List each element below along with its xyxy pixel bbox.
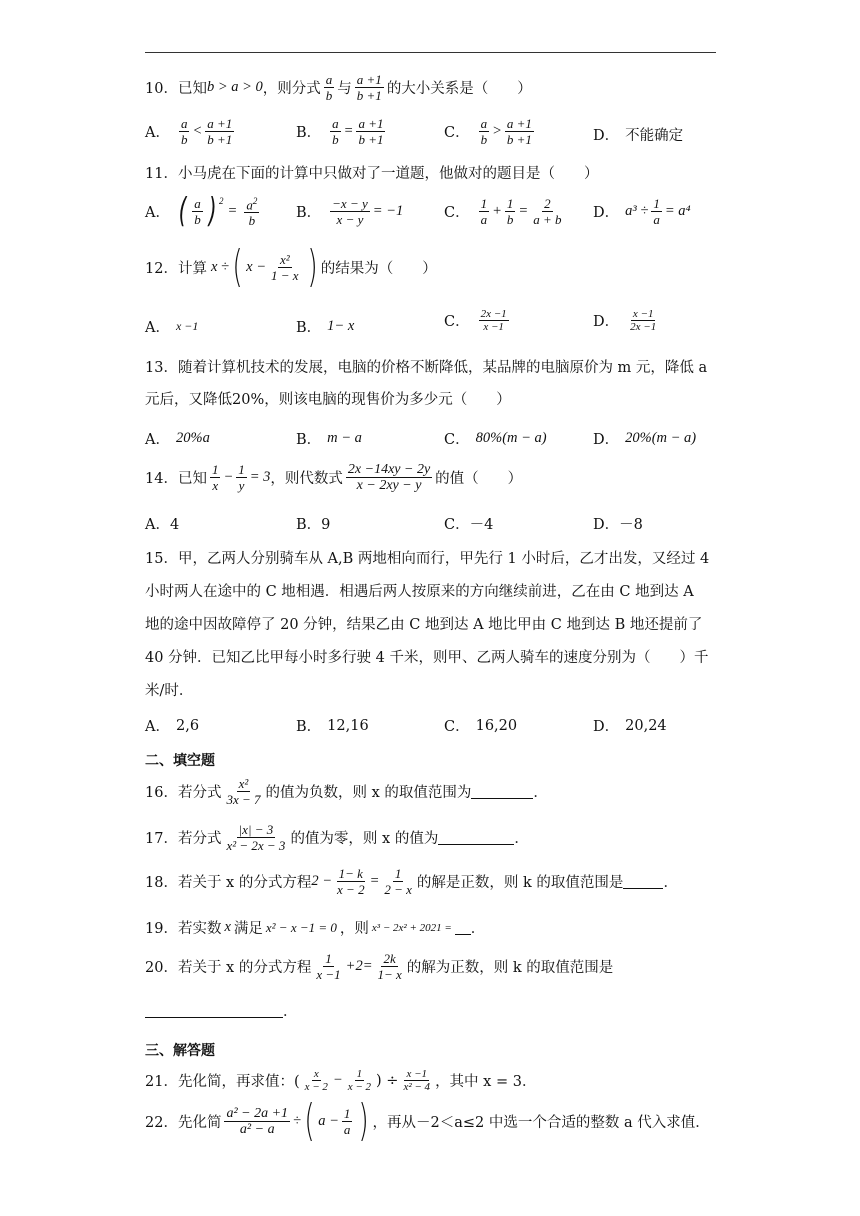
question-21 — [145, 1068, 536, 1093]
q10-condition: b > a > 0 — [206, 79, 263, 95]
question-14 — [145, 462, 522, 493]
den: b — [194, 211, 201, 227]
text: 40 分钟．已知乙比甲每小时多行驶 4 千米，则甲、乙两人骑车的速度分别为（ ）千 — [145, 650, 709, 666]
den: x − 2 — [337, 882, 365, 897]
option-value: 16,20 — [475, 717, 518, 734]
den: x² − 2x − 3 — [226, 838, 286, 853]
option-text: 不能确定 — [625, 128, 684, 144]
option-label: A． — [145, 204, 170, 221]
question-15-line-1 — [145, 547, 709, 568]
op: +2= — [345, 958, 373, 974]
q13-option-b[interactable] — [296, 428, 362, 449]
den: 2 − x — [384, 882, 412, 897]
q12-inner: x − — [246, 258, 267, 275]
q15-option-d[interactable] — [593, 715, 667, 736]
question-19 — [145, 917, 485, 938]
stem: 16．若分式 — [145, 785, 222, 801]
q10-stem: 10．已知 — [145, 81, 207, 97]
frac — [346, 462, 432, 493]
option-label: A． — [145, 719, 170, 735]
num: x −1 — [632, 308, 654, 320]
den: a — [343, 1121, 351, 1137]
q14-option-c[interactable] — [444, 513, 493, 534]
option-text: D．－8 — [593, 517, 643, 533]
den: x − 2xy − y — [356, 478, 422, 493]
text: 15．甲，乙两人分别骑车从 A,B 两地相向而行，甲先行 1 小时后，乙才出发，又经过 4 — [145, 551, 710, 567]
den: 1− x — [377, 967, 402, 982]
stem-b: 满足 — [233, 921, 263, 937]
q11-a-expr: ( $\frac{a}{b}$ ) $^2$ = $\frac{a^2}{b}$ — [178, 191, 258, 232]
text: 小时两人在途中的 C 地相遇．相遇后两人按原来的方向继续前进，乙在由 C 地到达 A — [145, 584, 694, 600]
q12-option-c[interactable] — [444, 308, 512, 333]
den: b — [480, 132, 488, 147]
stem: 20．若关于 x 的分式方程 — [145, 960, 312, 976]
num: a — [194, 195, 201, 211]
den: x −1 — [316, 967, 341, 982]
q11-option-c[interactable] — [444, 196, 566, 227]
question-10 — [145, 72, 532, 103]
num: 2k — [383, 951, 396, 966]
den: a² − a — [239, 1121, 275, 1137]
num: 1 — [343, 1105, 351, 1121]
den: b — [248, 213, 256, 229]
text: 米/时． — [145, 683, 194, 699]
op: > — [492, 123, 502, 139]
num: 1− k — [338, 866, 363, 881]
den: b +1 — [356, 88, 382, 103]
frac — [179, 116, 190, 147]
op: = 3 — [249, 469, 271, 485]
op: 2 − — [311, 873, 333, 889]
expr: a³ ÷ — [625, 203, 649, 219]
q14-stem: 14．已知 — [145, 471, 207, 487]
answer-blank[interactable] — [623, 874, 663, 889]
den: x −1 — [483, 321, 504, 333]
rhs: = a⁴ — [664, 203, 691, 219]
q12-stem-b: 的结果为（ ） — [320, 260, 437, 277]
option-value: 20,24 — [625, 717, 667, 734]
question-20-blank-line — [145, 1000, 298, 1021]
question-13-line-2 — [145, 388, 511, 409]
eq2: x³ − 2x² + 2021 = — [371, 921, 452, 934]
den: a + b — [533, 212, 562, 227]
frac — [314, 951, 342, 982]
num: 1 — [325, 951, 332, 966]
num: a — [325, 72, 333, 87]
num: 1 — [356, 1068, 363, 1080]
q11-stem: 11．小马虎在下面的计算中只做对了一道题，他做对的题目是（ ） — [145, 166, 599, 182]
q13-option-d[interactable] — [593, 428, 696, 449]
num: a +1 — [358, 116, 384, 131]
q10-option-a[interactable] — [145, 116, 237, 147]
question-15-line-4 — [145, 646, 709, 667]
stem-b: 的解为正数，则 k 的取值范围是 — [406, 960, 614, 976]
op: − — [332, 1072, 343, 1088]
question-11 — [145, 162, 598, 183]
option-label: B． — [296, 719, 322, 735]
num: |x| − 3 — [238, 822, 274, 837]
den: b — [332, 132, 339, 147]
den: x − 2 — [304, 1081, 328, 1093]
option-label: A． — [145, 125, 170, 141]
question-15-line-2 — [145, 580, 694, 601]
num: x² — [279, 251, 290, 267]
num: a — [180, 116, 188, 131]
stem-b: 的值为负数，则 x 的取值范围为 — [265, 785, 472, 801]
question-15-line-5 — [145, 679, 193, 700]
q12-x: x ÷ — [210, 258, 229, 275]
option-value: 12,16 — [327, 717, 369, 734]
stem: 22．先化简 — [145, 1114, 222, 1131]
frac — [342, 1106, 353, 1137]
frac — [382, 866, 414, 897]
den: b +1 — [358, 132, 384, 147]
frac — [531, 196, 563, 227]
num: −x − y — [332, 196, 368, 211]
option-label: D． — [593, 719, 620, 735]
den: 2x −1 — [630, 321, 657, 333]
frac — [224, 1106, 290, 1137]
text: 13．随着计算机技术的发展，电脑的价格不断降低，某品牌的电脑原价为 m 元，降低 a — [145, 360, 708, 376]
num: 1 — [211, 462, 219, 477]
q10-option-d[interactable] — [593, 124, 683, 145]
den: b — [506, 212, 514, 227]
question-13-line-1 — [145, 356, 707, 377]
q10-option-c[interactable] — [444, 116, 537, 147]
q13-option-c[interactable] — [444, 428, 547, 449]
option-text: A．4 — [145, 517, 180, 533]
frac — [479, 116, 490, 147]
den: b +1 — [207, 132, 233, 147]
den: x² − 4 — [403, 1081, 431, 1093]
option-value: 80%(m − a) — [475, 430, 547, 446]
den: b +1 — [506, 132, 532, 147]
option-label: A． — [145, 432, 170, 448]
num: a +1 — [506, 116, 532, 131]
den: b — [180, 132, 188, 147]
answer-blank[interactable] — [471, 784, 533, 799]
num: $a^2$ — [246, 196, 258, 213]
frac — [505, 116, 534, 147]
question-18 — [145, 866, 678, 897]
frac — [224, 822, 287, 853]
stem-c: ，其中 x = 3． — [435, 1074, 537, 1090]
stem-c: ． — [514, 831, 529, 847]
text: 元后，又降低20%，则该电脑的现售价为多少元（ ） — [145, 392, 511, 408]
stem-c: ． — [663, 875, 678, 891]
op: − — [223, 469, 234, 485]
stem-b: ，再从－2＜a≤2 中选一个合适的整数 a 代入求值． — [372, 1114, 710, 1131]
den: 1 − x — [271, 267, 299, 283]
question-22 — [145, 1095, 710, 1146]
question-16 — [145, 776, 548, 807]
stem-c: ，则 — [339, 921, 369, 937]
text: 地的途中因故障停了 20 分钟，结果乙由 C 地到达 A 地比甲由 C 地到达 B 地还提前了 — [145, 617, 703, 633]
stem-b: 的值为零，则 x 的值为 — [290, 831, 439, 847]
frac — [479, 308, 509, 333]
frac — [651, 196, 662, 227]
option-label: A． — [145, 320, 170, 336]
eq1: x² − x −1 = 0 — [265, 919, 337, 935]
stem-c: ． — [533, 785, 548, 801]
num: a +1 — [356, 72, 382, 87]
answer-blank[interactable] — [438, 830, 514, 845]
q10-mid: 与 — [337, 81, 352, 97]
frac — [210, 462, 221, 493]
q15-option-c[interactable] — [444, 715, 517, 736]
q10-stem-c: 的大小关系是（ ） — [386, 81, 532, 97]
q10-frac-a1-b1 — [355, 72, 384, 103]
paren: ( — [178, 191, 187, 232]
var: x — [224, 919, 231, 935]
num: a — [332, 116, 339, 131]
option-label: D． — [593, 432, 620, 448]
q13-option-a[interactable] — [145, 428, 210, 449]
question-12 — [145, 241, 437, 292]
frac — [224, 776, 262, 807]
frac — [192, 196, 203, 227]
frac — [479, 196, 490, 227]
frac — [375, 951, 403, 982]
option-label: C． — [444, 125, 470, 141]
question-15-line-3 — [145, 613, 702, 634]
den: x − 2 — [347, 1081, 372, 1093]
paren: ( — [304, 1095, 315, 1146]
num: x −1 — [406, 1068, 428, 1080]
q14-option-a[interactable] — [145, 513, 179, 534]
op: < — [192, 123, 203, 139]
num: 2 — [544, 196, 551, 211]
op: = — [518, 203, 529, 219]
top-rule — [145, 52, 716, 53]
frac — [330, 116, 341, 147]
option-label: C． — [444, 314, 470, 330]
op: = — [343, 123, 354, 139]
frac — [346, 1068, 373, 1093]
option-label: B． — [296, 432, 322, 448]
option-label: D． — [593, 205, 620, 221]
option-text: C．－4 — [444, 517, 494, 533]
q12-option-b[interactable] — [296, 316, 354, 337]
frac — [205, 116, 234, 147]
frac — [628, 308, 658, 333]
inner: a − — [318, 1112, 339, 1129]
q14-option-d[interactable] — [593, 513, 643, 534]
paren: ) — [306, 241, 318, 292]
num: 1 — [394, 866, 402, 881]
num: 1 — [238, 462, 245, 477]
option-label: B． — [296, 205, 322, 221]
option-label: C． — [444, 719, 470, 735]
option-label: B． — [296, 320, 322, 336]
q12-option-a[interactable] — [145, 316, 198, 337]
q14-option-b[interactable] — [296, 513, 330, 534]
q11-option-a[interactable] — [145, 191, 262, 232]
paren: ( — [232, 241, 243, 292]
q12-stem: 12．计算 — [145, 260, 207, 277]
answer-blank[interactable] — [145, 1003, 283, 1018]
den: a — [480, 212, 488, 227]
stem: 17．若分式 — [145, 831, 222, 847]
den: y — [238, 478, 245, 493]
q10-stem-b: ，则分式 — [262, 81, 321, 97]
num: a +1 — [207, 116, 233, 131]
option-value: m − a — [327, 430, 362, 446]
frac — [269, 252, 301, 283]
option-label: C． — [444, 205, 470, 221]
stem-c: ． — [283, 1004, 298, 1020]
stem: 19．若实数 — [145, 921, 222, 937]
option-value: 2,6 — [175, 717, 200, 734]
section-heading-solve: 三、解答题 — [145, 1043, 215, 1059]
answer-blank[interactable] — [455, 920, 471, 935]
op: ÷ — [293, 1112, 302, 1129]
num: 1 — [653, 196, 660, 211]
num: 2x −14xy − 2y — [347, 462, 431, 477]
paren: ) — [208, 191, 217, 232]
num: 1 — [506, 196, 514, 211]
section-heading-fill-in: 二、填空题 — [145, 753, 215, 769]
q14-stem-c: 的值（ ） — [435, 471, 523, 487]
stem: 21．先化简，再求值：( — [145, 1074, 300, 1090]
q10-frac-a-b — [324, 72, 335, 103]
question-20 — [145, 951, 613, 982]
rhs: = −1 — [372, 203, 404, 219]
option-label: D． — [593, 314, 620, 330]
frac — [303, 1068, 330, 1093]
option-value: 1− x — [327, 318, 355, 334]
option-value: 20%(m − a) — [625, 430, 697, 446]
frac — [401, 1068, 432, 1093]
op: + — [492, 203, 502, 219]
frac — [330, 196, 370, 227]
q15-option-b[interactable] — [296, 715, 369, 736]
frac — [335, 866, 367, 897]
stem-b: ) ÷ — [376, 1072, 399, 1089]
q14-stem-b: ，则代数式 — [270, 471, 343, 487]
den: 3x − 7 — [226, 792, 261, 807]
op: = — [369, 873, 380, 889]
option-value: x −1 — [175, 319, 199, 333]
q10-option-b[interactable] — [296, 116, 388, 147]
den: a — [653, 212, 660, 227]
frac — [236, 462, 247, 493]
q11-option-b[interactable] — [296, 196, 403, 227]
num: x — [313, 1068, 319, 1080]
stem-b: 的解是正数，则 k 的取值范围是 — [416, 875, 624, 891]
frac — [244, 194, 259, 228]
den: x — [212, 478, 219, 493]
den: b — [325, 88, 333, 103]
option-label: C． — [444, 432, 470, 448]
q11-option-d[interactable] — [593, 196, 691, 227]
num: 1 — [480, 196, 488, 211]
den: x − y — [336, 212, 364, 227]
paren: ) — [358, 1095, 370, 1146]
option-label: B． — [296, 125, 322, 141]
num: a² − 2a +1 — [226, 1105, 289, 1121]
option-value: 20%a — [175, 430, 210, 446]
num: a — [480, 116, 488, 131]
question-17 — [145, 822, 529, 853]
num: x² — [238, 776, 249, 791]
option-label: D． — [593, 128, 620, 144]
stem-d: ． — [470, 921, 486, 937]
frac — [505, 196, 516, 227]
option-text: B．9 — [296, 517, 331, 533]
num: 2x −1 — [480, 308, 507, 320]
q12-option-d[interactable] — [593, 308, 661, 333]
frac — [356, 116, 385, 147]
stem: 18．若关于 x 的分式方程 — [145, 875, 312, 891]
q15-option-a[interactable] — [145, 715, 199, 736]
